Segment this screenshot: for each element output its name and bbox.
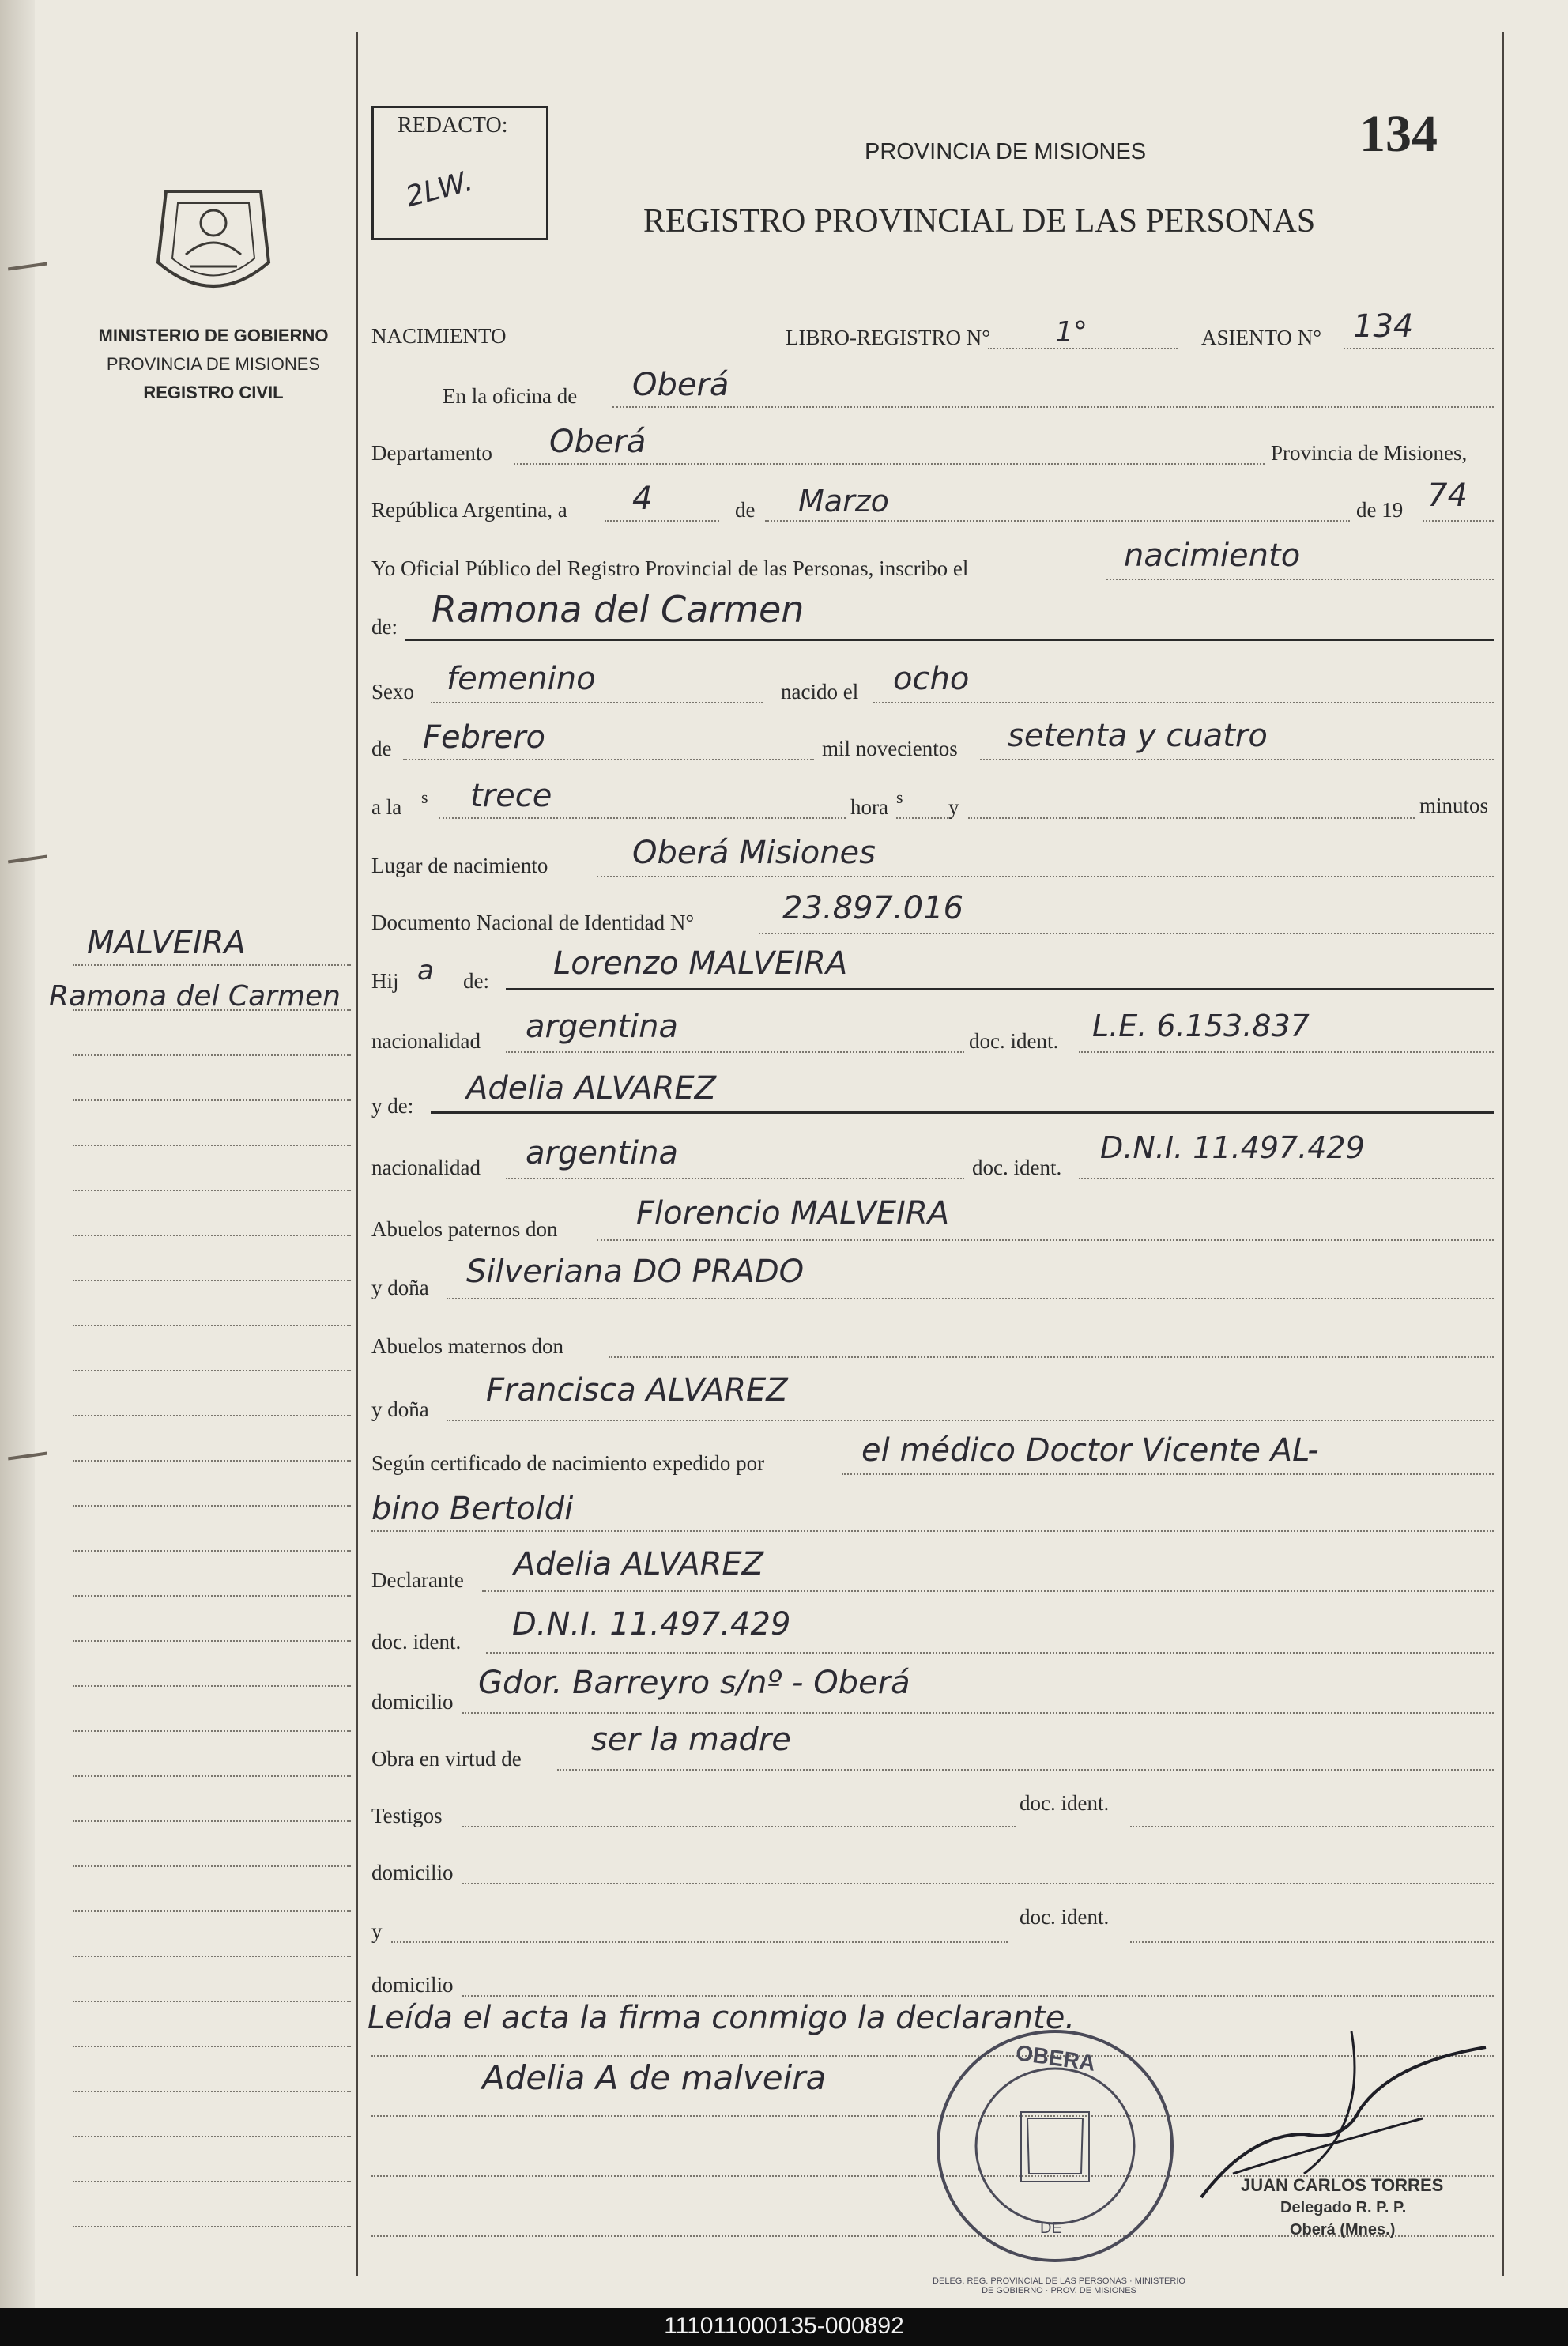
republica-label: República Argentina, a	[371, 498, 567, 522]
docident-label: doc. ident.	[1020, 1905, 1110, 1929]
margin-names: Ramona del Carmen	[49, 980, 341, 1013]
dotted-line	[403, 759, 814, 760]
margin-dotted-line	[73, 1280, 351, 1281]
officer-name: JUAN CARLOS TORRES	[1241, 2175, 1444, 2195]
footer-code: 111011000135-000892	[664, 2313, 904, 2339]
de-mes-label: de	[371, 737, 392, 760]
margin-dotted-line	[73, 1595, 351, 1597]
dotted-line	[597, 876, 1494, 877]
province-title: PROVINCIA DE MISIONES	[106, 354, 321, 374]
dotted-line	[391, 1941, 1008, 1943]
dotted-line	[1423, 520, 1494, 522]
margin-dotted-line	[73, 964, 351, 966]
asiento-label: ASIENTO N°	[1201, 326, 1322, 349]
margin-dotted-line	[73, 1054, 351, 1056]
domicilio-label: domicilio	[371, 1861, 454, 1884]
depto-label: Departamento	[371, 441, 492, 465]
signature-declarante: Adelia A de malveira	[482, 2058, 827, 2097]
mes-nac-value: Febrero	[423, 719, 545, 756]
solid-line	[506, 988, 1494, 990]
dotted-line	[447, 1420, 1494, 1421]
hora-value: trece	[470, 778, 552, 814]
dotted-line	[612, 406, 1494, 408]
declarante-value: Adelia ALVAREZ	[514, 1546, 764, 1582]
sexo-label: Sexo	[371, 680, 414, 703]
dotted-line	[1130, 1826, 1494, 1827]
nacido-value: ocho	[893, 661, 970, 697]
margin-dotted-line	[73, 1640, 351, 1642]
madre-doc: D.N.I. 11.497.429	[1100, 1130, 1365, 1165]
dotted-line	[597, 1239, 1494, 1241]
margin-divider	[356, 32, 358, 2276]
docident-label: doc. ident.	[969, 1029, 1059, 1053]
margin-dotted-line	[73, 1685, 351, 1687]
margin-dotted-line	[73, 1099, 351, 1101]
domicilio-value: Gdor. Barreyro s/nº - Oberá	[478, 1665, 910, 1701]
margin-dotted-line	[73, 1730, 351, 1732]
lugar-value: Oberá Misiones	[632, 835, 876, 871]
hij-de-label: de:	[463, 969, 489, 993]
documento-value: 23.897.016	[782, 890, 964, 926]
dotted-line	[896, 817, 952, 819]
dotted-line	[980, 759, 1494, 760]
asiento-value: 134	[1353, 308, 1414, 345]
redacto-label: REDACTO:	[398, 113, 508, 138]
hij-suffix: a	[417, 955, 434, 986]
dotted-line	[431, 702, 763, 703]
margin-dotted-line	[73, 2136, 351, 2137]
libro-label: LIBRO-REGISTRO N°	[786, 326, 991, 349]
margin-dotted-line	[73, 1235, 351, 1236]
obra-label: Obra en virtud de	[371, 1747, 522, 1771]
madre-nac: argentina	[526, 1135, 678, 1171]
dotted-line	[506, 1051, 964, 1053]
header-registry: REGISTRO PROVINCIAL DE LAS PERSONAS	[643, 203, 1316, 240]
obra-value: ser la madre	[591, 1722, 791, 1758]
ab-mat-label: Abuelos maternos don	[371, 1334, 564, 1358]
mes-value: Marzo	[798, 484, 889, 519]
domicilio-label: domicilio	[371, 1973, 454, 1997]
provincia-label: Provincia de Misiones,	[1271, 441, 1468, 465]
seal-ring-text: DELEG. REG. PROVINCIAL DE LAS PERSONAS · MINISTERIO DE GOBIERNO · PROV. DE MISIONES	[933, 2276, 1185, 2295]
anio-nac-value: setenta y cuatro	[1008, 718, 1268, 754]
margin-dotted-line	[73, 1009, 351, 1011]
libro-value: 1°	[1055, 316, 1087, 349]
ala-s: s	[421, 787, 428, 807]
dotted-line	[759, 933, 1494, 934]
margin-dotted-line	[73, 1820, 351, 1822]
dotted-line	[765, 520, 1350, 522]
decl-doc-value: D.N.I. 11.497.429	[512, 1606, 791, 1643]
ala-label: a la	[371, 795, 402, 819]
nombre-value: Ramona del Carmen	[432, 588, 805, 631]
margin-dotted-line	[73, 1956, 351, 1957]
oficina-label: En la oficina de	[443, 384, 578, 408]
dotted-line	[873, 702, 1494, 703]
solid-line	[431, 1111, 1494, 1114]
dotted-line	[1130, 1941, 1494, 1943]
hij-label: Hij	[371, 969, 399, 993]
margin-dotted-line	[73, 2181, 351, 2182]
header-province: PROVINCIA DE MISIONES	[865, 139, 1147, 164]
yde-label: y de:	[371, 1094, 414, 1118]
officer-place: Oberá (Mnes.)	[1290, 2221, 1396, 2239]
dotted-line	[514, 463, 1265, 465]
margin-dotted-line	[73, 2226, 351, 2227]
dotted-line	[486, 1652, 1494, 1654]
dotted-line	[605, 520, 719, 522]
margin-dotted-line	[73, 1910, 351, 1912]
docident-label: doc. ident.	[1020, 1791, 1110, 1815]
ydona-label: y doña	[371, 1276, 429, 1299]
dotted-line	[842, 1473, 1494, 1475]
margin-dotted-line	[73, 2046, 351, 2047]
dotted-line	[1344, 348, 1494, 349]
leida-value: Leída el acta la firma conmigo la declarante.	[368, 2000, 1076, 2036]
dotted-line	[609, 1356, 1494, 1358]
dotted-line	[447, 1298, 1494, 1299]
docident-label: doc. ident.	[972, 1156, 1062, 1179]
padre-value: Lorenzo MALVEIRA	[553, 945, 848, 982]
nac-label: nacionalidad	[371, 1029, 481, 1053]
entry-number: 134	[1359, 105, 1438, 163]
domicilio-label: domicilio	[371, 1690, 454, 1714]
hora-s: s	[896, 787, 903, 807]
dotted-line	[462, 1995, 1494, 1997]
de-label: de	[735, 498, 756, 522]
minutos-label: minutos	[1419, 794, 1489, 817]
margin-dotted-line	[73, 1775, 351, 1777]
binding-spine	[0, 0, 35, 2308]
margin-dotted-line	[73, 2091, 351, 2092]
anio-value: 74	[1427, 477, 1468, 514]
seal-top-text: OBERA	[1014, 2040, 1097, 2076]
padre-doc: L.E. 6.153.837	[1092, 1009, 1310, 1043]
dotted-line	[557, 1769, 1494, 1771]
officer-role: Delegado R. P. P.	[1280, 2199, 1407, 2216]
documento-label: Documento Nacional de Identidad N°	[371, 911, 695, 934]
ab-pat-label: Abuelos paternos don	[371, 1217, 558, 1241]
inscribo-value: nacimiento	[1124, 537, 1301, 574]
nac-label: nacionalidad	[371, 1156, 481, 1179]
dotted-line	[462, 1712, 1494, 1714]
ab-mat-dona: Francisca ALVAREZ	[486, 1372, 788, 1409]
dia-value: 4	[632, 481, 653, 517]
mil-label: mil novecientos	[822, 737, 958, 760]
dotted-line	[1079, 1051, 1494, 1053]
coat-of-arms-icon	[142, 175, 285, 310]
ministry-title: MINISTERIO DE GOBIERNO	[98, 326, 329, 345]
yo-oficial-label: Yo Oficial Público del Registro Provincial de las Personas, inscribo el	[371, 556, 969, 580]
ydona-label: y doña	[371, 1397, 429, 1421]
margin-dotted-line	[73, 2001, 351, 2002]
anio-label: de 19	[1356, 498, 1404, 522]
margin-dotted-line	[73, 1325, 351, 1326]
redacto-box	[371, 106, 548, 240]
dotted-line	[439, 817, 846, 819]
dotted-line	[1106, 579, 1494, 580]
de-nombre-label: de:	[371, 615, 398, 639]
lugar-label: Lugar de nacimiento	[371, 854, 548, 877]
right-border	[1502, 32, 1504, 2276]
solid-line	[405, 639, 1494, 641]
civil-registry-title: REGISTRO CIVIL	[143, 383, 284, 402]
padre-nac: argentina	[526, 1009, 678, 1045]
testigos-label: Testigos	[371, 1804, 443, 1827]
declarante-label: Declarante	[371, 1568, 464, 1592]
doc-type: NACIMIENTO	[371, 324, 507, 348]
depto-value: Oberá	[549, 424, 646, 460]
madre-value: Adelia ALVAREZ	[466, 1070, 717, 1107]
sexo-value: femenino	[447, 661, 596, 697]
redacto-value: 2LW.	[402, 164, 477, 214]
docident-label: doc. ident.	[371, 1630, 462, 1654]
segun-value: el médico Doctor Vicente AL-	[861, 1432, 1319, 1469]
margin-dotted-line	[73, 1865, 351, 1867]
dotted-line	[968, 817, 1415, 819]
footer-bar	[0, 2308, 1568, 2346]
seal-de-text: DE	[1040, 2220, 1062, 2237]
margin-dotted-line	[73, 1190, 351, 1191]
nacido-label: nacido el	[781, 680, 859, 703]
segun-value2: bino Bertoldi	[371, 1491, 574, 1527]
margin-surname: MALVEIRA	[87, 925, 246, 961]
dotted-line	[1079, 1178, 1494, 1179]
dotted-line	[462, 1883, 1494, 1884]
ab-pat-dona: Silveriana DO PRADO	[466, 1254, 805, 1290]
y-label: y	[948, 795, 959, 819]
dotted-line	[371, 1530, 1494, 1532]
ab-pat-don: Florencio MALVEIRA	[636, 1195, 950, 1231]
dotted-line	[462, 1826, 1016, 1827]
margin-dotted-line	[73, 1505, 351, 1507]
oficina-value: Oberá	[632, 367, 729, 403]
segun-label: Según certificado de nacimiento expedido por	[371, 1451, 765, 1475]
margin-dotted-line	[73, 1145, 351, 1146]
margin-dotted-line	[73, 1460, 351, 1462]
margin-dotted-line	[73, 1415, 351, 1416]
y-label: y	[371, 1919, 383, 1943]
margin-dotted-line	[73, 1370, 351, 1371]
hora-label: hora	[850, 795, 888, 819]
margin-dotted-line	[73, 1550, 351, 1552]
dotted-line	[482, 1590, 1494, 1592]
dotted-line	[506, 1178, 964, 1179]
